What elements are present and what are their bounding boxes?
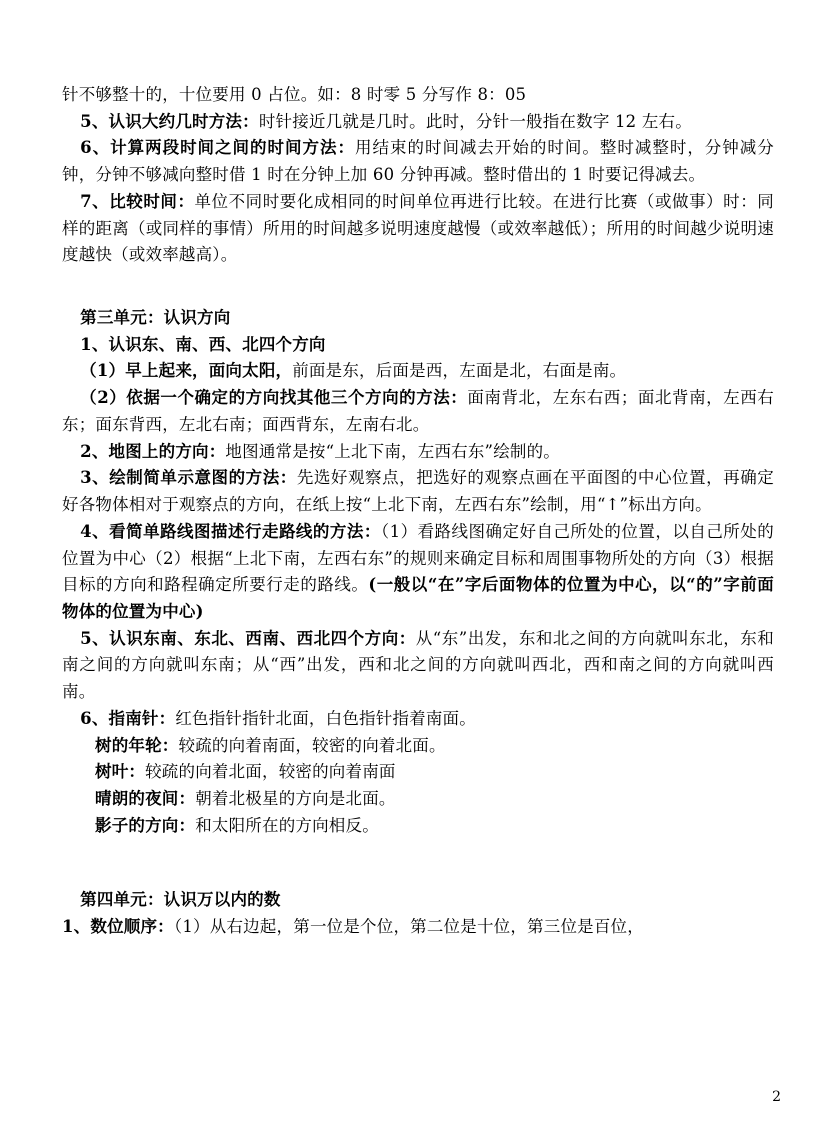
- text-run-bold: 第四单元：认识万以内的数: [80, 890, 281, 910]
- text-run-bold: 树的年轮：: [95, 735, 179, 755]
- paragraph: [62, 813, 774, 840]
- paragraph: [62, 439, 774, 466]
- text-run: 和太阳所在的方向相反。: [195, 815, 379, 835]
- paragraph: [62, 626, 774, 706]
- paragraph: [62, 135, 774, 188]
- text-run: 从“东”出发，东和北之间的方向就叫东北，东和南之间的方向就叫东南；从“西”出发，西和北之间的方向就叫西北，西和南之间的方向就叫西南。: [62, 628, 774, 702]
- text-run-bold: 2、地图上的方向：: [80, 441, 226, 461]
- text-run: 针不够整十的，十位要用 0 占位。如：8 时零 5 分写作 8：05: [62, 85, 527, 104]
- text-run-bold: 树叶：: [95, 762, 146, 782]
- paragraph: [62, 189, 774, 269]
- paragraph: [62, 519, 774, 626]
- paragraph: [62, 759, 774, 786]
- text-run-bold: 5、认识东南、东北、西南、西北四个方向：: [80, 628, 416, 648]
- text-run-bold: (一般以“在”字后面物体的位置为中心，以“的”字前面物体的位置为中心): [62, 575, 774, 621]
- paragraph: [62, 332, 774, 359]
- paragraph: [62, 465, 774, 518]
- document-body: [62, 82, 774, 941]
- text-run-bold: 晴朗的夜间：: [95, 788, 196, 808]
- text-run: 用结束的时间减去开始的时间。整时减整时，分钟减分钟，分钟不够减向整时借 1 时在分钟上加 60 分钟再减。整时借出的 1 时要记得减去。: [62, 138, 774, 185]
- text-run: 红色指针指针北面，白色指针指着南面。: [175, 708, 476, 728]
- text-run-bold: 5、认识大约几时方法：: [80, 111, 259, 131]
- paragraph: [62, 358, 774, 385]
- paragraph: [62, 914, 774, 941]
- text-run-bold: 7、比较时间：: [80, 191, 195, 211]
- text-run-bold: （1）早上起来，面向太阳，: [80, 361, 293, 381]
- text-run: 时针接近几就是几时。此时，分针一般指在数字 12 左右。: [258, 111, 692, 131]
- text-run-bold: 影子的方向：: [95, 815, 196, 835]
- text-run: 单位不同时要化成相同的时间单位再进行比较。在进行比赛（或做事）时：同样的距离（或同样的事情）所用的时间越多说明速度越慢（或效率越低）；所用的时间越少说明速度越快（或效率越高）。: [62, 191, 774, 265]
- paragraph: [62, 706, 774, 733]
- text-run: 前面是东，后面是西，左面是北，右面是南。: [292, 361, 627, 381]
- text-run-bold: 4、看简单路线图描述行走路线的方法：: [80, 521, 381, 541]
- text-run-bold: 6、计算两段时间之间的时间方法：: [80, 138, 355, 158]
- text-run: 较疏的向着南面，较密的向着北面。: [178, 735, 446, 755]
- text-run: 朝着北极星的方向是北面。: [195, 788, 396, 808]
- paragraph-spacer: [62, 269, 774, 305]
- text-run-bold: （2）依据一个确定的方向找其他三个方向的方法：: [80, 388, 468, 408]
- text-run: （1）从右边起，第一位是个位，第二位是十位，第三位是百位，: [173, 917, 644, 937]
- paragraph: [62, 786, 774, 813]
- text-run-bold: 第三单元：认识方向: [80, 308, 231, 328]
- paragraph: [62, 887, 774, 914]
- text-run: 面南背北，左东右西；面北背南，左西右东；面东背西，左北右南；面西背东，左南右北。: [62, 388, 774, 434]
- text-run: （1）看路线图确定好自己所处的位置，以自己所处的位置为中心（2）根据“上北下南，左西右东”的规则来确定目标和周围事物所处的方向（3）根据目标的方向和路程确定所要行走的路线。: [62, 521, 774, 595]
- paragraph: [62, 305, 774, 332]
- text-run: 先选好观察点，把选好的观察点画在平面图的中心位置，再确定好各物体相对于观察点的方向，在纸上按“上北下南，左西右东”绘制，用“↑”标出方向。: [62, 468, 774, 515]
- paragraph: [62, 109, 774, 136]
- text-run: 地图通常是按“上北下南，左西右东”绘制的。: [225, 441, 560, 461]
- text-run-bold: 1、认识东、南、西、北四个方向: [80, 334, 326, 354]
- paragraph-spacer: [62, 839, 774, 887]
- text-run-bold: 1、数位顺序：: [62, 917, 174, 937]
- paragraph: [62, 385, 774, 438]
- paragraph: [62, 82, 774, 109]
- page-number: 2: [772, 1089, 781, 1105]
- text-run: 较疏的向着北面，较密的向着南面: [145, 762, 396, 782]
- text-run-bold: 3、绘制简单示意图的方法：: [80, 468, 297, 488]
- paragraph: [62, 733, 774, 760]
- text-run-bold: 6、指南针：: [80, 708, 176, 728]
